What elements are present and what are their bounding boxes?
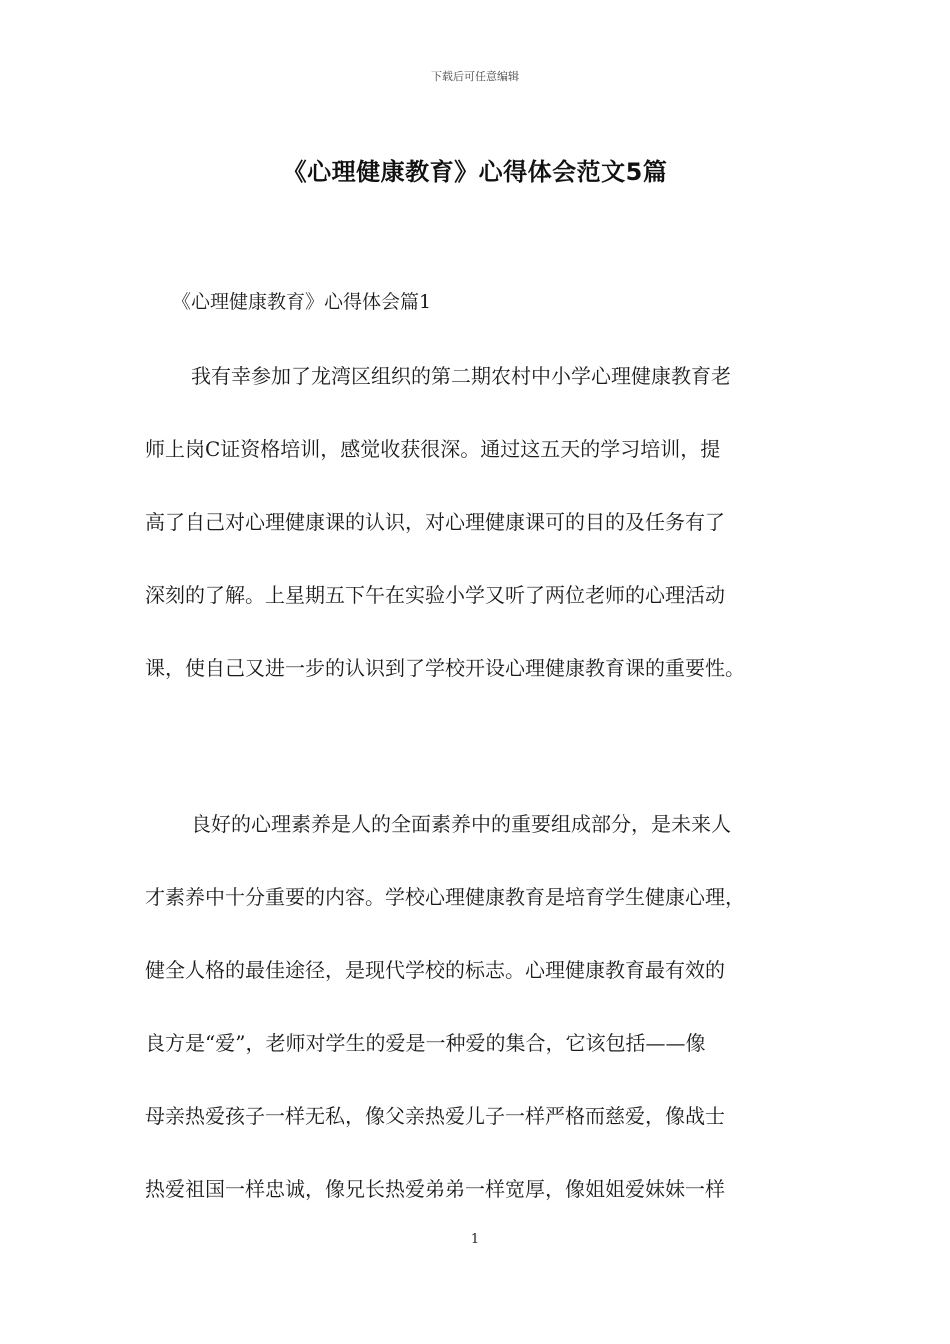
paragraph-2 — [145, 788, 825, 1226]
document-title: 《心理健康教育》心得体会范文5篇 — [282, 158, 668, 186]
page-number: 1 — [470, 1232, 480, 1247]
paragraph-line: 师上岗C证资格培训，感觉收获很深。通过这五天的学习培训，提 — [145, 437, 721, 461]
header-note: 下载后可任意编辑 — [431, 70, 519, 83]
paragraph-line: 健全人格的最佳途径，是现代学校的标志。心理健康教育最有效的 — [145, 958, 725, 982]
section-heading: 《心理健康教育》心得体会篇1 — [172, 291, 432, 313]
paragraph-line: 热爱祖国一样忠诚，像兄长热爱弟弟一样宽厚，像姐姐爱妹妹一样 — [145, 1177, 725, 1201]
paragraph-line: 我有幸参加了龙湾区组织的第二期农村中小学心理健康教育老 — [191, 364, 731, 388]
paragraph-line: 课，使自己又进一步的认识到了学校开设心理健康教育课的重要性。 — [145, 656, 745, 680]
paragraph-line: 深刻的了解。上星期五下午在实验小学又听了两位老师的心理活动 — [145, 583, 725, 607]
paragraph-1 — [145, 340, 825, 705]
paragraph-line: 才素养中十分重要的内容。学校心理健康教育是培育学生健康心理， — [145, 885, 745, 909]
paragraph-line: 高了自己对心理健康课的认识，对心理健康课可的目的及任务有了 — [145, 510, 725, 534]
paragraph-line: 良好的心理素养是人的全面素养中的重要组成部分，是未来人 — [191, 812, 731, 836]
paragraph-line: 良方是“爱”，老师对学生的爱是一种爱的集合，它该包括——像 — [145, 1031, 706, 1055]
paragraph-line: 母亲热爱孩子一样无私，像父亲热爱儿子一样严格而慈爱，像战士 — [145, 1104, 725, 1128]
